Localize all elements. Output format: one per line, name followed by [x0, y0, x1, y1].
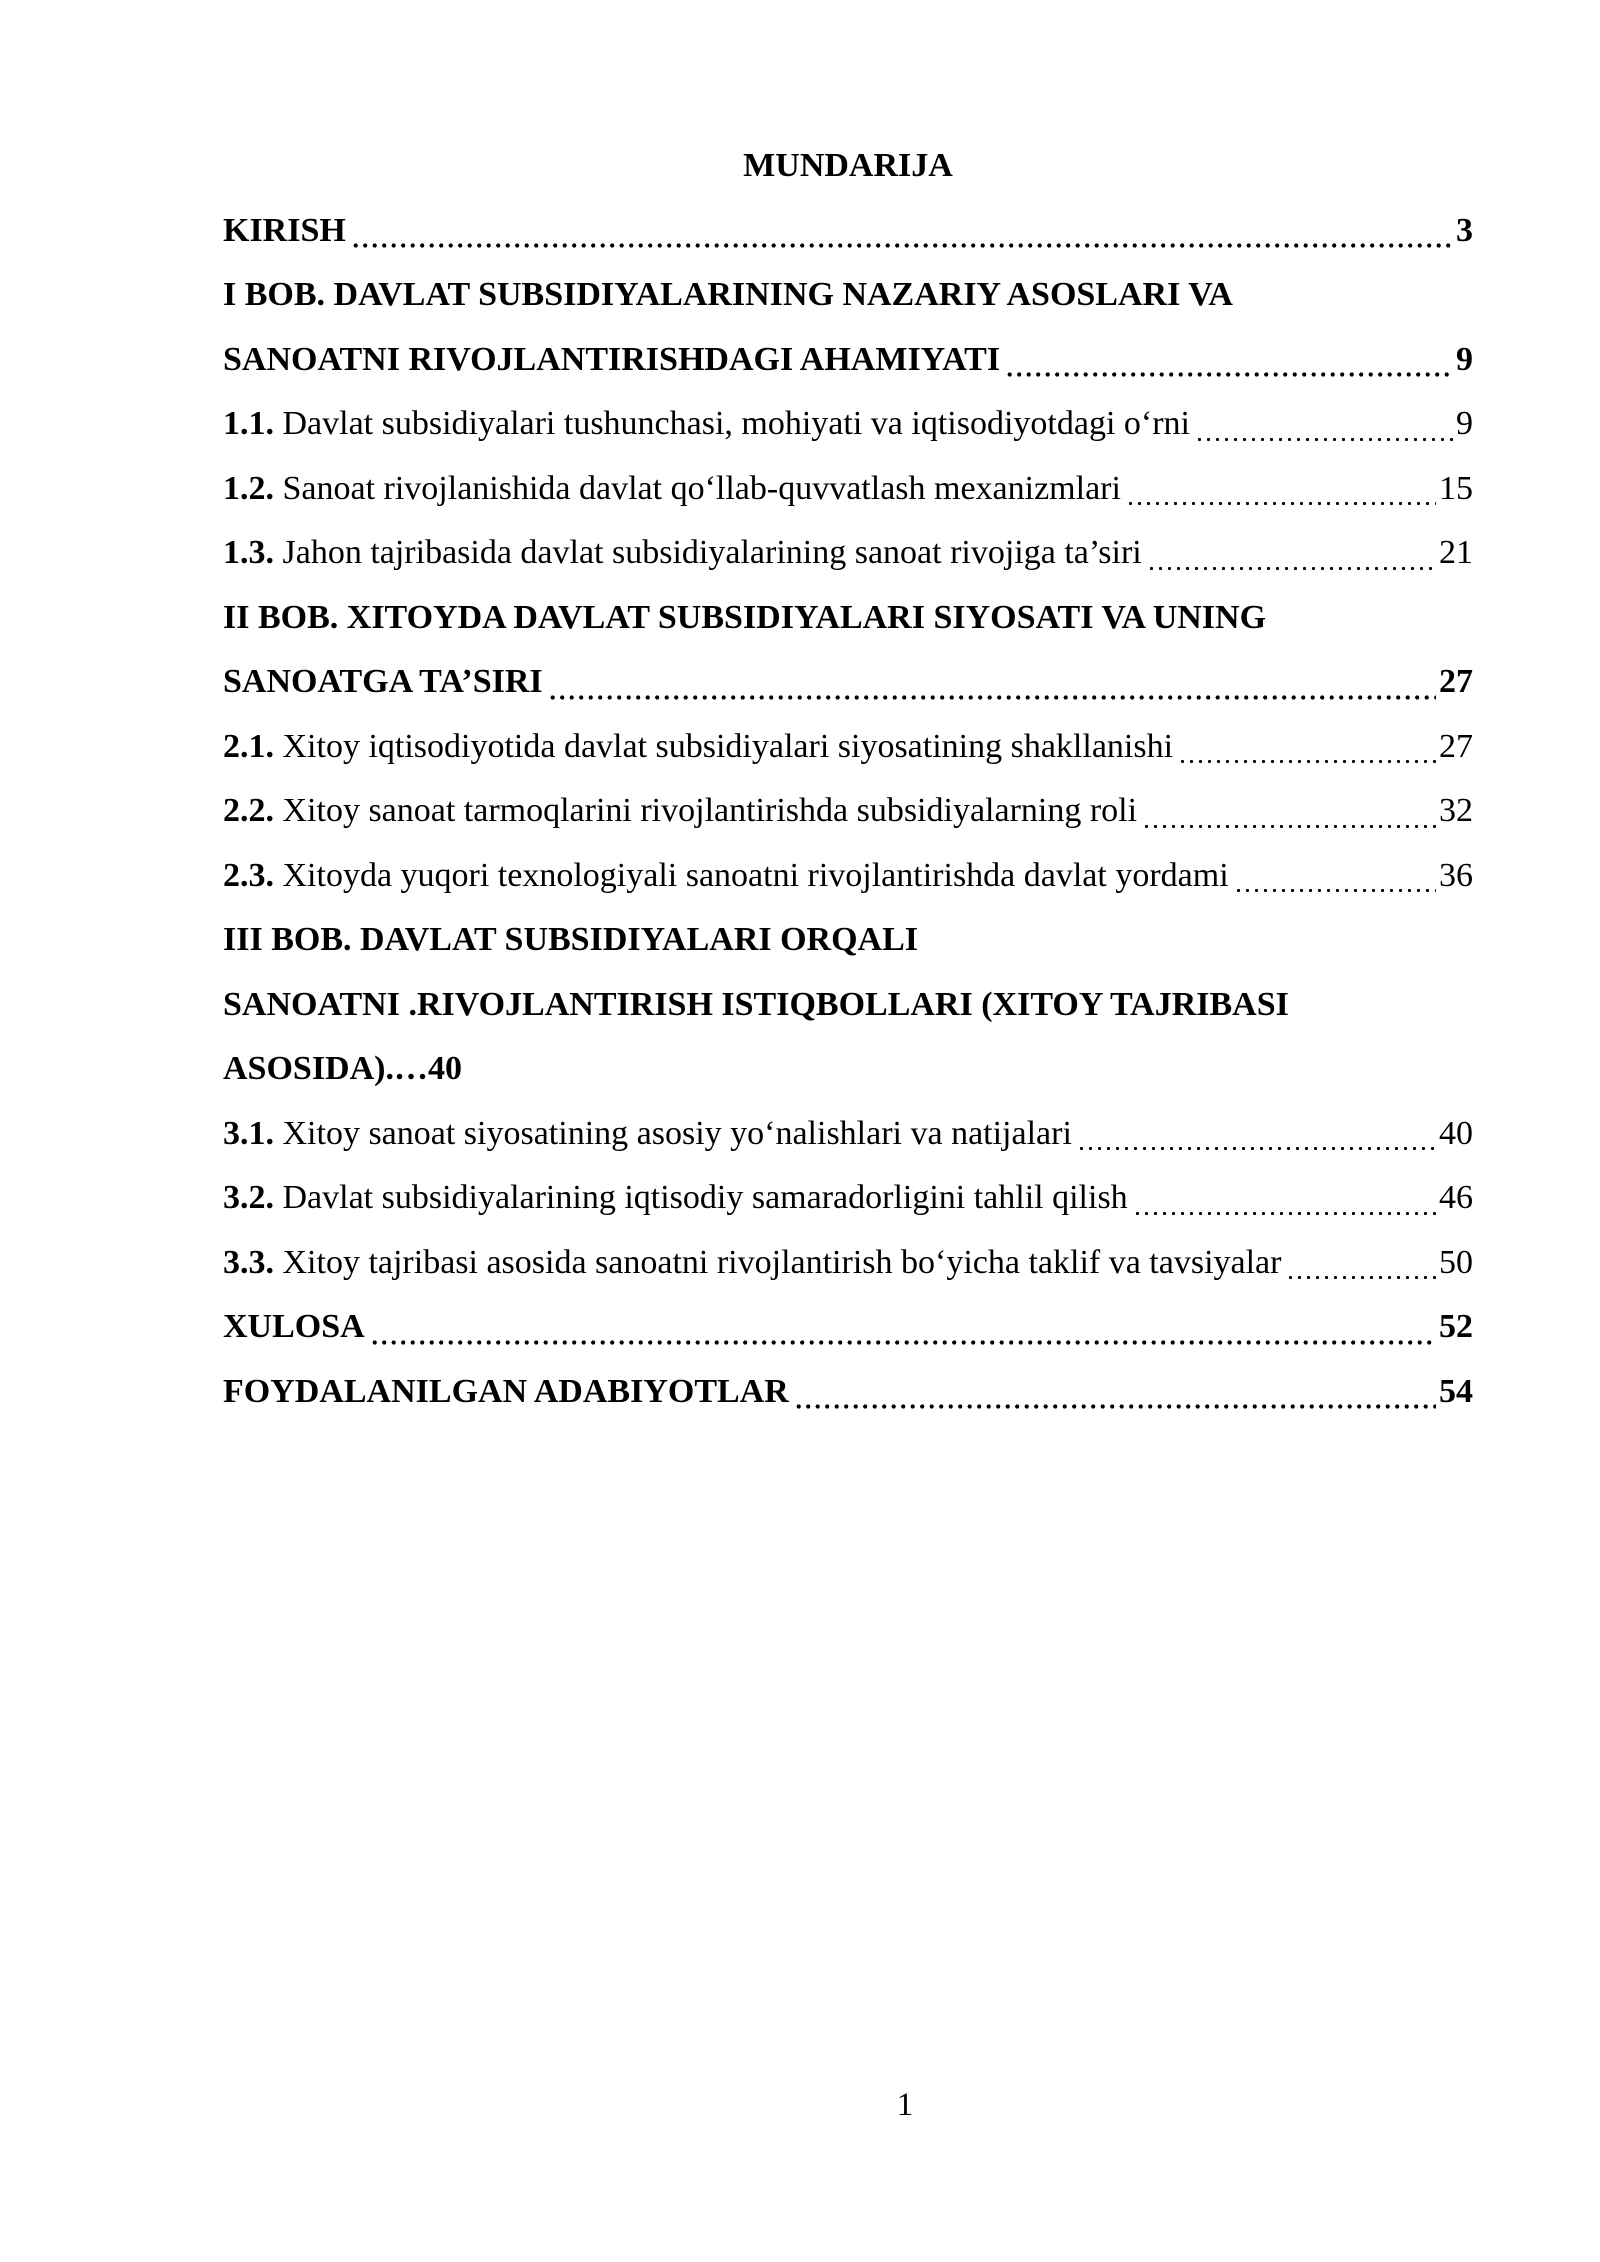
leader-dots [1142, 521, 1439, 586]
leader-dots [1137, 779, 1439, 844]
leader-dots [543, 650, 1439, 715]
toc-entry-number: I BOB. DAVLAT SUBSIDIYALARINING NAZARIY ASOSLARI VA [223, 276, 1233, 313]
leader-dots [346, 199, 1456, 264]
toc-entry-number: SANOATGA TA’SIRI [223, 663, 543, 700]
toc-entry [223, 1037, 1473, 1102]
toc-entry [223, 908, 1473, 973]
toc-entry-page: 46 [1439, 1179, 1473, 1216]
toc-entry-number: 1.1. [223, 405, 274, 442]
toc-entry [223, 521, 1473, 586]
toc-entry-number: ASOSIDA).…40 [223, 1050, 462, 1087]
toc-entry [223, 715, 1473, 780]
toc-entry-number: 1.3. [223, 534, 274, 571]
toc-entry-page: 54 [1439, 1372, 1473, 1410]
toc-entry-title: Davlat subsidiyalarining iqtisodiy samaradorligini tahlil qilish [274, 1179, 1128, 1216]
footer-page-number: 1 [896, 2087, 914, 2123]
toc-entry-title: Jahon tajribasida davlat subsidiyalarining sanoat rivojiga ta’siri [274, 534, 1142, 571]
toc-entry-title: Davlat subsidiyalari tushunchasi, mohiyati va iqtisodiyotdagi o‘rni [274, 405, 1190, 442]
leader-dots [1229, 844, 1439, 909]
toc-entry-page: 9 [1456, 405, 1473, 442]
toc-entry-page: 21 [1439, 534, 1473, 571]
toc-entry [223, 973, 1473, 1038]
toc-entry-number: SANOATNI RIVOJLANTIRISHDAGI AHAMIYATI [223, 340, 1001, 378]
toc-entry-page: 3 [1456, 211, 1473, 249]
leader-dots [1281, 1231, 1439, 1296]
leader-dots [365, 1295, 1439, 1360]
toc-entry-page: 40 [1439, 1114, 1473, 1152]
toc-entry [223, 328, 1473, 393]
toc-entry [223, 457, 1473, 522]
toc-entry-number: 2.3. [223, 856, 274, 894]
toc-entry-number: II BOB. XITOYDA DAVLAT SUBSIDIYALARI SIYOSATI VA UNING [223, 598, 1267, 636]
toc-entry-number: XULOSA [223, 1308, 365, 1345]
toc-entry-number: 2.1. [223, 727, 274, 765]
toc-entry [223, 1102, 1473, 1167]
toc-entry-page: 27 [1439, 663, 1473, 700]
toc-entry-title: Xitoy sanoat siyosatining asosiy yo‘nalishlari va natijalari [274, 1114, 1072, 1152]
toc-entry-title: Xitoy sanoat tarmoqlarini rivojlantirishda subsidiyalarning roli [274, 792, 1138, 829]
toc-content [223, 134, 1473, 1424]
leader-dots [1190, 392, 1456, 457]
page-title: MUNDARIJA [743, 147, 953, 184]
table-of-contents [223, 199, 1473, 1425]
toc-entry-number: 3.1. [223, 1114, 274, 1152]
toc-entry-number: 1.2. [223, 469, 274, 507]
toc-entry-title: Xitoy tajribasi asosida sanoatni rivojlantirish bo‘yicha taklif va tavsiyalar [274, 1243, 1282, 1281]
leader-dots [1173, 715, 1439, 780]
toc-entry-title: Xitoy iqtisodiyotida davlat subsidiyalari siyosatining shakllanishi [274, 727, 1174, 765]
toc-entry [223, 1360, 1473, 1425]
toc-entry-title: Xitoyda yuqori texnologiyali sanoatni rivojlantirishda davlat yordami [274, 856, 1229, 894]
toc-entry-page: 27 [1439, 727, 1473, 765]
toc-entry-page: 32 [1439, 792, 1473, 829]
toc-entry-page: 36 [1439, 856, 1473, 894]
toc-entry-number: 3.2. [223, 1179, 274, 1216]
leader-dots [1072, 1102, 1439, 1167]
toc-entry [223, 199, 1473, 264]
leader-dots [1000, 328, 1456, 393]
toc-entry-page: 9 [1456, 340, 1473, 378]
toc-entry [223, 779, 1473, 844]
toc-entry [223, 1231, 1473, 1296]
toc-entry-number: KIRISH [223, 211, 346, 249]
toc-entry [223, 1166, 1473, 1231]
toc-entry [223, 844, 1473, 909]
toc-entry [223, 392, 1473, 457]
toc-entry-number: III BOB. DAVLAT SUBSIDIYALARI ORQALI [223, 921, 919, 958]
leader-dots [1128, 1166, 1439, 1231]
toc-entry-number: 2.2. [223, 792, 274, 829]
toc-entry-number: 3.3. [223, 1243, 274, 1281]
toc-entry [223, 586, 1473, 651]
toc-entry [223, 1295, 1473, 1360]
leader-dots [789, 1360, 1439, 1425]
toc-entry-page: 52 [1439, 1308, 1473, 1345]
toc-entry [223, 650, 1473, 715]
toc-entry-page: 15 [1439, 469, 1473, 507]
toc-entry-title: Sanoat rivojlanishida davlat qo‘llab-quvvatlash mexanizmlari [274, 469, 1121, 507]
toc-entry [223, 263, 1473, 328]
toc-entry-number: FOYDALANILGAN ADABIYOTLAR [223, 1372, 789, 1410]
toc-entry-number: SANOATNI .RIVOJLANTIRISH ISTIQBOLLARI (XITOY TAJRIBASI [223, 985, 1289, 1023]
toc-entry-page: 50 [1439, 1243, 1473, 1281]
leader-dots [1121, 457, 1439, 522]
